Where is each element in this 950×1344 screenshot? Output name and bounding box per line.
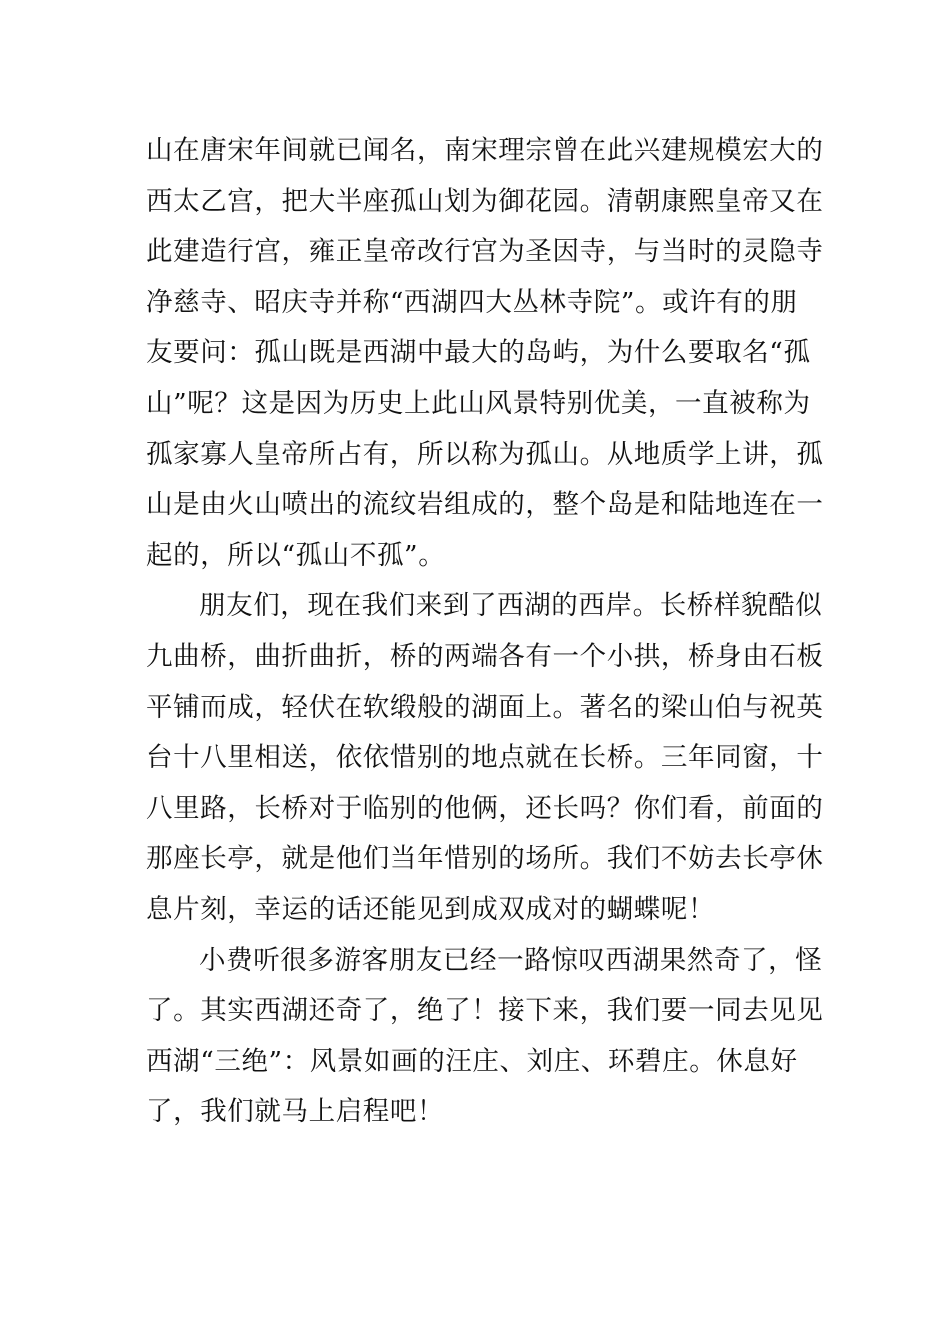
text-line: 友要问：孤山既是西湖中最大的岛屿，为什么要取名“孤: [146, 337, 811, 369]
text-line: 平铺而成，轻伏在软缎般的湖面上。著名的梁山伯与祝英: [146, 691, 824, 723]
text-line: 起的，所以“孤山不孤”。: [146, 539, 446, 571]
paragraph-first-line: 小费听很多游客朋友已经一路惊叹西湖果然奇了，怪: [199, 944, 823, 976]
text-line: 此建造行宫，雍正皇帝改行宫为圣因寺，与当时的灵隐寺: [146, 236, 824, 268]
text-line: 山”呢？这是因为历史上此山风景特别优美，一直被称为: [146, 387, 811, 419]
text-line: 那座长亭，就是他们当年惜别的场所。我们不妨去长亭休: [146, 843, 824, 875]
text-line: 西湖“三绝”：风景如画的汪庄、刘庄、环碧庄。休息好: [146, 1045, 798, 1077]
paragraph-first-line: 朋友们，现在我们来到了西湖的西岸。长桥样貌酷似: [199, 590, 823, 622]
text-line: 了，我们就马上启程吧！: [146, 1096, 445, 1128]
text-line: 西太乙宫，把大半座孤山划为御花园。清朝康熙皇帝又在: [146, 185, 824, 217]
text-line: 山在唐宋年间就已闻名，南宋理宗曾在此兴建规模宏大的: [146, 135, 824, 166]
text-line: 孤家寡人皇帝所占有，所以称为孤山。从地质学上讲，孤: [146, 438, 824, 470]
text-line: 山是由火山喷出的流纹岩组成的，整个岛是和陆地连在一: [146, 489, 824, 521]
text-line: 净慈寺、昭庆寺并称“西湖四大丛林寺院”。或许有的朋: [146, 286, 798, 318]
text-line: 了。其实西湖还奇了，绝了！接下来，我们要一同去见见: [146, 995, 824, 1027]
text-line: 台十八里相送，依依惜别的地点就在长桥。三年同窗，十: [146, 742, 824, 774]
body-text: [146, 126, 824, 1138]
text-line: 八里路，长桥对于临别的他俩，还长吗？你们看，前面的: [146, 792, 824, 824]
text-line: 息片刻，幸运的话还能见到成双成对的蝴蝶呢！: [146, 893, 716, 925]
text-line: 九曲桥，曲折曲折，桥的两端各有一个小拱，桥身由石板: [146, 640, 824, 672]
